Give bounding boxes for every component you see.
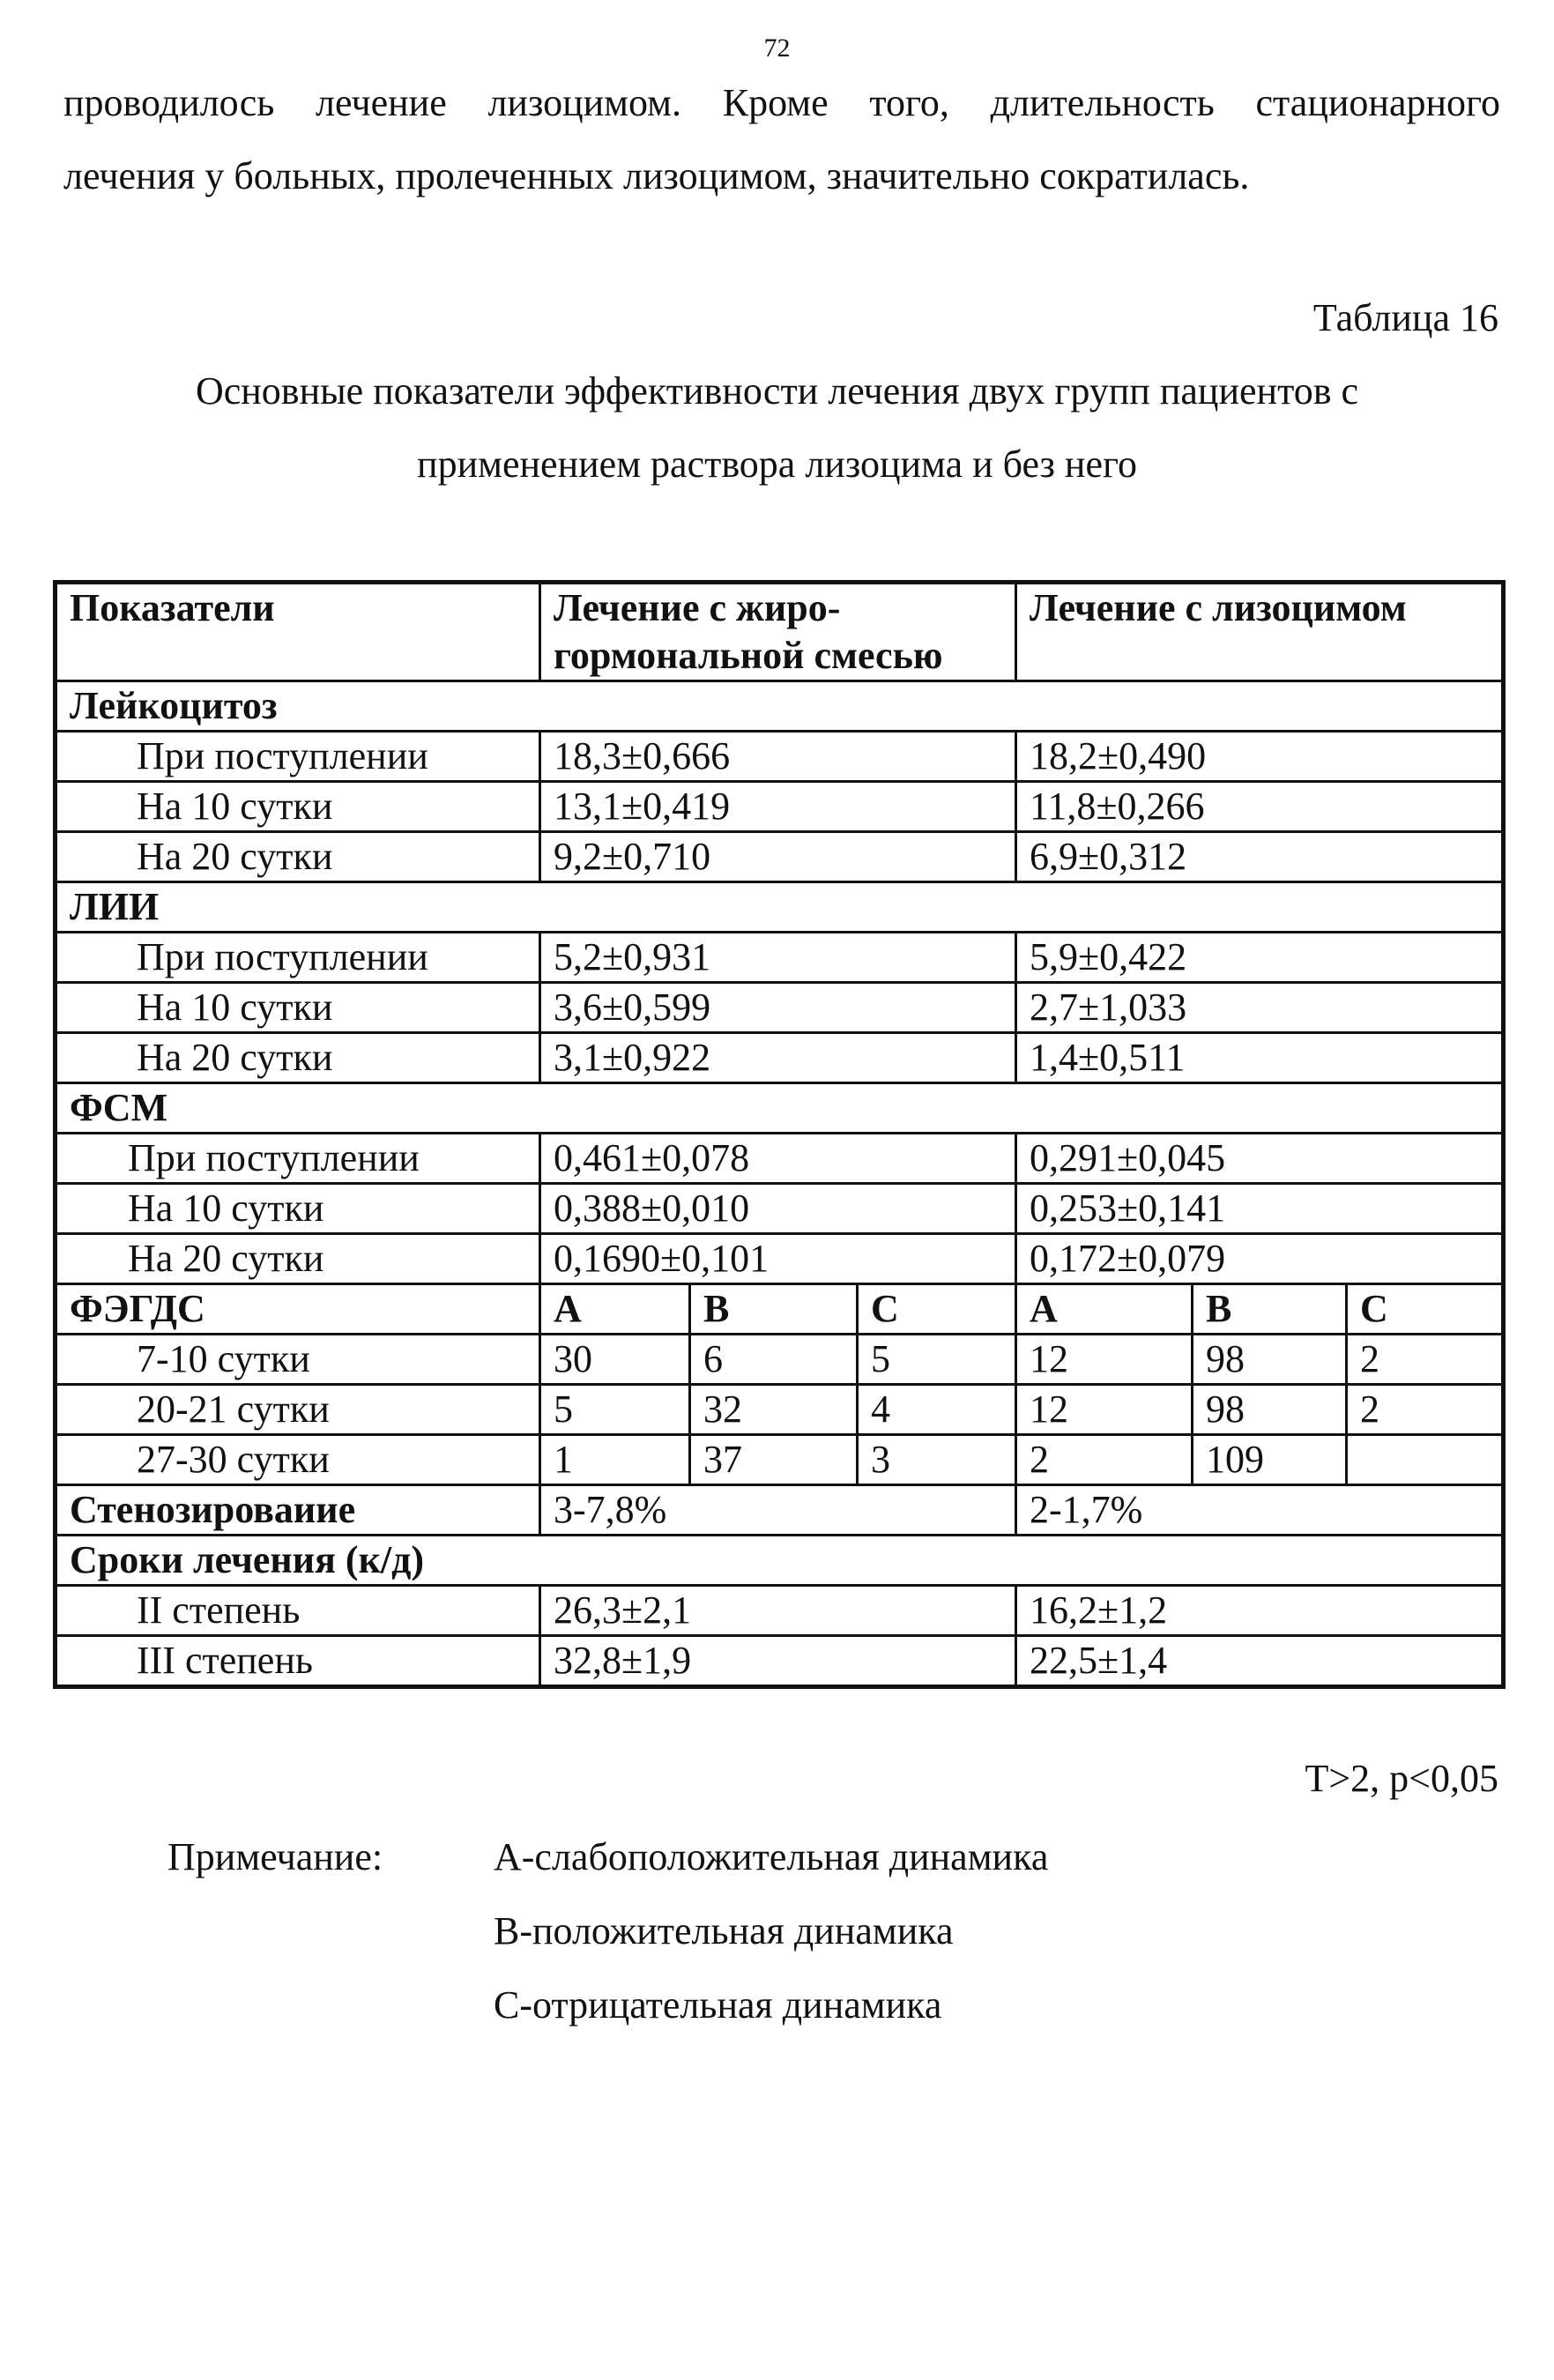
fegds-cell: 98 [1193, 1335, 1347, 1385]
row-label: На 20 сутки [56, 832, 540, 882]
section-row [56, 1083, 1504, 1134]
cell-fat-hormonal: 3,6±0,599 [540, 983, 1016, 1033]
cell-lysozyme: 0,253±0,141 [1016, 1184, 1504, 1234]
cell-fat-hormonal: 18,3±0,666 [540, 732, 1016, 782]
row-label: 27-30 сутки [56, 1435, 540, 1485]
section-fsm: ФСМ [56, 1083, 1504, 1134]
stenosis-label: Стенозироваиие [56, 1485, 540, 1536]
fegds-cell: 32 [690, 1385, 858, 1435]
cell-fat-hormonal: 5,2±0,931 [540, 933, 1016, 983]
cell-fat-hormonal: 26,3±2,1 [540, 1586, 1016, 1636]
page-number: 72 [763, 33, 791, 63]
row-label: III степень [56, 1636, 540, 1687]
row-label: При поступлении [56, 933, 540, 983]
table-row [56, 1636, 1504, 1687]
fegds-col-a: A [540, 1284, 690, 1335]
fegds-cell: 30 [540, 1335, 690, 1385]
table-label: Таблица 16 [1312, 296, 1498, 339]
cell-lysozyme: 5,9±0,422 [1016, 933, 1504, 983]
header-lysozyme: Лечение с лизоцимом [1016, 583, 1504, 681]
header-row [56, 583, 1504, 681]
fegds-cell: 6 [690, 1335, 858, 1385]
row-label: II степень [56, 1586, 540, 1636]
fegds-cell: 5 [540, 1385, 690, 1435]
section-duration: Сроки лечения (к/д) [56, 1536, 1504, 1586]
caption-line-1: Основные показатели эффективности лечения двух групп пациентов с [195, 369, 1359, 413]
section-lii: ЛИИ [56, 882, 1504, 933]
table-row [56, 732, 1504, 782]
table-row [56, 1586, 1504, 1636]
section-leukocytosis: Лейкоцитоз [56, 681, 1504, 732]
row-label: При поступлении [56, 1134, 540, 1184]
row-label: На 20 сутки [56, 1234, 540, 1284]
table-row [56, 1033, 1504, 1083]
section-fegds: ФЭГДС [56, 1284, 540, 1335]
fegds-col-b: B [1193, 1284, 1347, 1335]
fegds-col-c: C [858, 1284, 1016, 1335]
note-line-c: С-отрицательная динамика [494, 1983, 942, 2027]
table-row [56, 1435, 1504, 1485]
intro-line-1: проводилось лечение лизоцимом. Кроме того, длительность стационарного [63, 81, 1500, 124]
fegds-cell: 2 [1347, 1335, 1504, 1385]
section-row [56, 1536, 1504, 1586]
row-label: На 10 сутки [56, 1184, 540, 1234]
table-row [56, 1335, 1504, 1385]
row-label: На 20 сутки [56, 1033, 540, 1083]
cell-lysozyme: 11,8±0,266 [1016, 782, 1504, 832]
caption-line-2: применением раствора лизоцима и без него [417, 443, 1137, 486]
table-row [56, 1234, 1504, 1284]
cell-fat-hormonal: 32,8±1,9 [540, 1636, 1016, 1687]
cell-fat-hormonal: 0,461±0,078 [540, 1134, 1016, 1184]
header-indicators: Показатели [56, 583, 540, 681]
row-label: На 10 сутки [56, 983, 540, 1033]
note-line-b: В-положительная динамика [494, 1909, 954, 1952]
fegds-cell: 5 [858, 1335, 1016, 1385]
fegds-cell: 3 [858, 1435, 1016, 1485]
cell-lysozyme: 2,7±1,033 [1016, 983, 1504, 1033]
fegds-cell: 2 [1347, 1385, 1504, 1435]
fegds-cell: 98 [1193, 1385, 1347, 1435]
row-label: 7-10 сутки [56, 1335, 540, 1385]
cell-lysozyme: 18,2±0,490 [1016, 732, 1504, 782]
cell-fat-hormonal: 13,1±0,419 [540, 782, 1016, 832]
fegds-cell: 12 [1016, 1385, 1193, 1435]
cell-lysozyme: 1,4±0,511 [1016, 1033, 1504, 1083]
fegds-cell: 4 [858, 1385, 1016, 1435]
fegds-col-a: A [1016, 1284, 1193, 1335]
fegds-col-c: C [1347, 1284, 1504, 1335]
fegds-header-row [56, 1284, 1504, 1335]
cell-lysozyme: 0,172±0,079 [1016, 1234, 1504, 1284]
table-row [56, 933, 1504, 983]
cell-fat-hormonal: 0,388±0,010 [540, 1184, 1016, 1234]
note-line-a: А-слабоположительная динамика [494, 1835, 1049, 1878]
cell-fat-hormonal: 3,1±0,922 [540, 1033, 1016, 1083]
fegds-cell: 109 [1193, 1435, 1347, 1485]
note-label: Примечание: [167, 1835, 383, 1878]
fegds-cell: 1 [540, 1435, 690, 1485]
cell-fat-hormonal: 9,2±0,710 [540, 832, 1016, 882]
results-table [53, 580, 1506, 1689]
fegds-cell: 12 [1016, 1335, 1193, 1385]
cell-lysozyme: 0,291±0,045 [1016, 1134, 1504, 1184]
cell-fat-hormonal: 0,1690±0,101 [540, 1234, 1016, 1284]
fegds-cell: 37 [690, 1435, 858, 1485]
row-label: На 10 сутки [56, 782, 540, 832]
fegds-col-b: B [690, 1284, 858, 1335]
table-row [56, 1184, 1504, 1234]
table-row [56, 983, 1504, 1033]
cell-lysozyme: 2-1,7% [1016, 1485, 1504, 1536]
section-row [56, 681, 1504, 732]
table-row [56, 1134, 1504, 1184]
fegds-cell: 2 [1016, 1435, 1193, 1485]
cell-lysozyme: 16,2±1,2 [1016, 1586, 1504, 1636]
intro-line-2: лечения у больных, пролеченных лизоцимом, значительно сократилась. [63, 154, 1250, 197]
cell-fat-hormonal: 3-7,8% [540, 1485, 1016, 1536]
section-row [56, 882, 1504, 933]
row-label: 20-21 сутки [56, 1385, 540, 1435]
row-label: При поступлении [56, 732, 540, 782]
fegds-cell [1347, 1435, 1504, 1485]
table-row [56, 1485, 1504, 1536]
cell-lysozyme: 6,9±0,312 [1016, 832, 1504, 882]
table-row [56, 1385, 1504, 1435]
header-fat-hormonal: Лечение с жиро-гормональной смесью [540, 583, 1016, 681]
table-row [56, 832, 1504, 882]
significance-note: T>2, p<0,05 [1305, 1757, 1498, 1800]
cell-lysozyme: 22,5±1,4 [1016, 1636, 1504, 1687]
table-row [56, 782, 1504, 832]
